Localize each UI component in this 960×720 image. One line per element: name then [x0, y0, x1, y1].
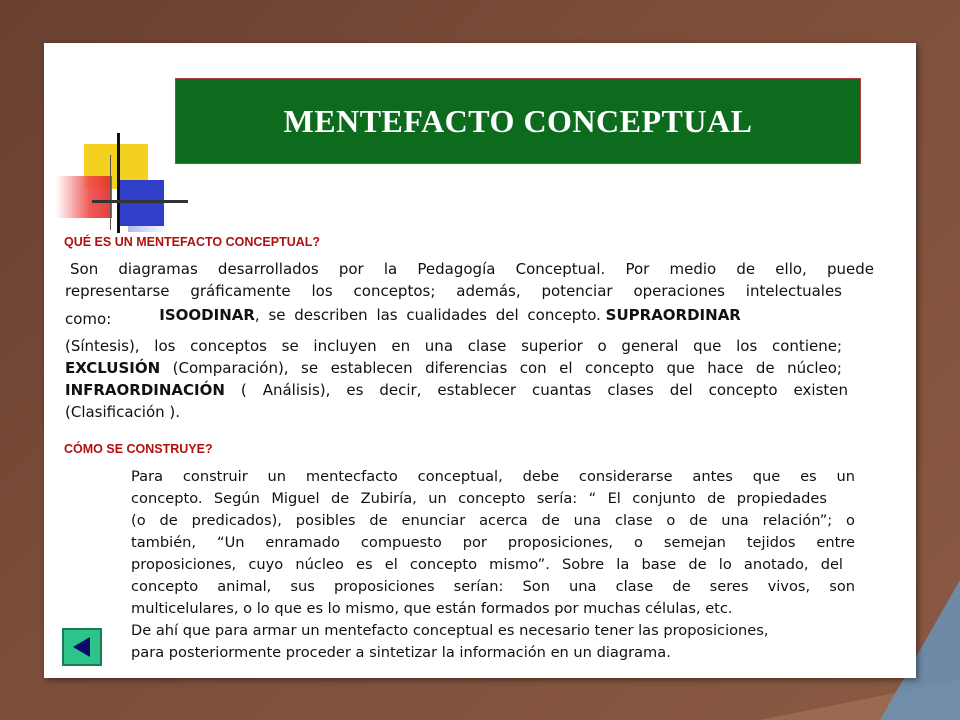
title-banner [175, 78, 861, 164]
text-exclusion-desc: (Comparación), se establecen diferencias con el concepto que hace de núcleo; [160, 359, 842, 377]
text-line: también, “Un enramado compuesto por proposiciones, o semejan tejidos entre [131, 534, 855, 551]
decor-thin-line [110, 155, 111, 230]
back-button[interactable] [62, 628, 102, 666]
text-exclusion: EXCLUSIÓN [65, 359, 161, 377]
text-line: para posteriormente proceder a sintetizar la información en un diagrama. [131, 644, 671, 661]
text-line: proposiciones, cuyo núcleo es el concepto mismo”. Sobre la base de lo anotado, del [131, 556, 843, 573]
decor-horizontal-line [92, 200, 188, 203]
decor-vertical-line [117, 133, 120, 233]
decor-blue-square [120, 180, 164, 226]
decor-red-square [56, 176, 112, 218]
text-infraordinacion-desc: ( Análisis), es decir, establecer cuantas clases del concepto existen [224, 381, 848, 399]
text-line: De ahí que para armar un mentefacto conceptual es necesario tener las proposiciones, [131, 622, 769, 639]
triangle-left-icon [70, 635, 94, 659]
text-como: como: [65, 310, 112, 328]
text-line: multicelulares, o lo que es lo mismo, que están formados por muchas células, etc. [131, 600, 733, 617]
text-isoordinar: ISOODINAR [159, 306, 255, 324]
section-how-body [131, 466, 855, 664]
text-supraordinar: SUPRAORDINAR [605, 306, 741, 324]
text-line: Son diagramas desarrollados por la Pedagogía Conceptual. Por medio de ello, puede [70, 260, 874, 278]
text-isoordinar-desc: , se describen las cualidades del concepto. [254, 306, 601, 324]
text-infraordinacion: INFRAORDINACIÓN [65, 381, 225, 399]
text-line: concepto. Según Miguel de Zubiría, un concepto sería: “ El conjunto de propiedades [131, 490, 827, 507]
text-line [65, 357, 842, 379]
section-heading-what: QUÉ ES UN MENTEFACTO CONCEPTUAL? [64, 235, 321, 249]
text-line: concepto animal, sus proposiciones serían: Son una clase de seres vivos, son [131, 578, 855, 595]
text-line: (Clasificación ). [65, 403, 181, 421]
text-line: (o de predicados), posibles de enunciar acerca de una clase o de una relación”; o [131, 512, 855, 529]
slide-title: MENTEFACTO CONCEPTUAL [283, 102, 753, 139]
text-line: Para construir un mentecfacto conceptual, debe considerarse antes que es un [131, 468, 855, 485]
section-heading-how: CÓMO SE CONSTRUYE? [64, 442, 213, 456]
section-what-body [65, 258, 874, 423]
slide [44, 43, 916, 678]
text-line: (Síntesis), los conceptos se incluyen en una clase superior o general que los contiene; [65, 337, 842, 355]
text-line: representarse gráficamente los conceptos; además, potenciar operaciones intelectuales [65, 282, 842, 300]
text-line [65, 302, 874, 331]
text-line [65, 379, 848, 401]
